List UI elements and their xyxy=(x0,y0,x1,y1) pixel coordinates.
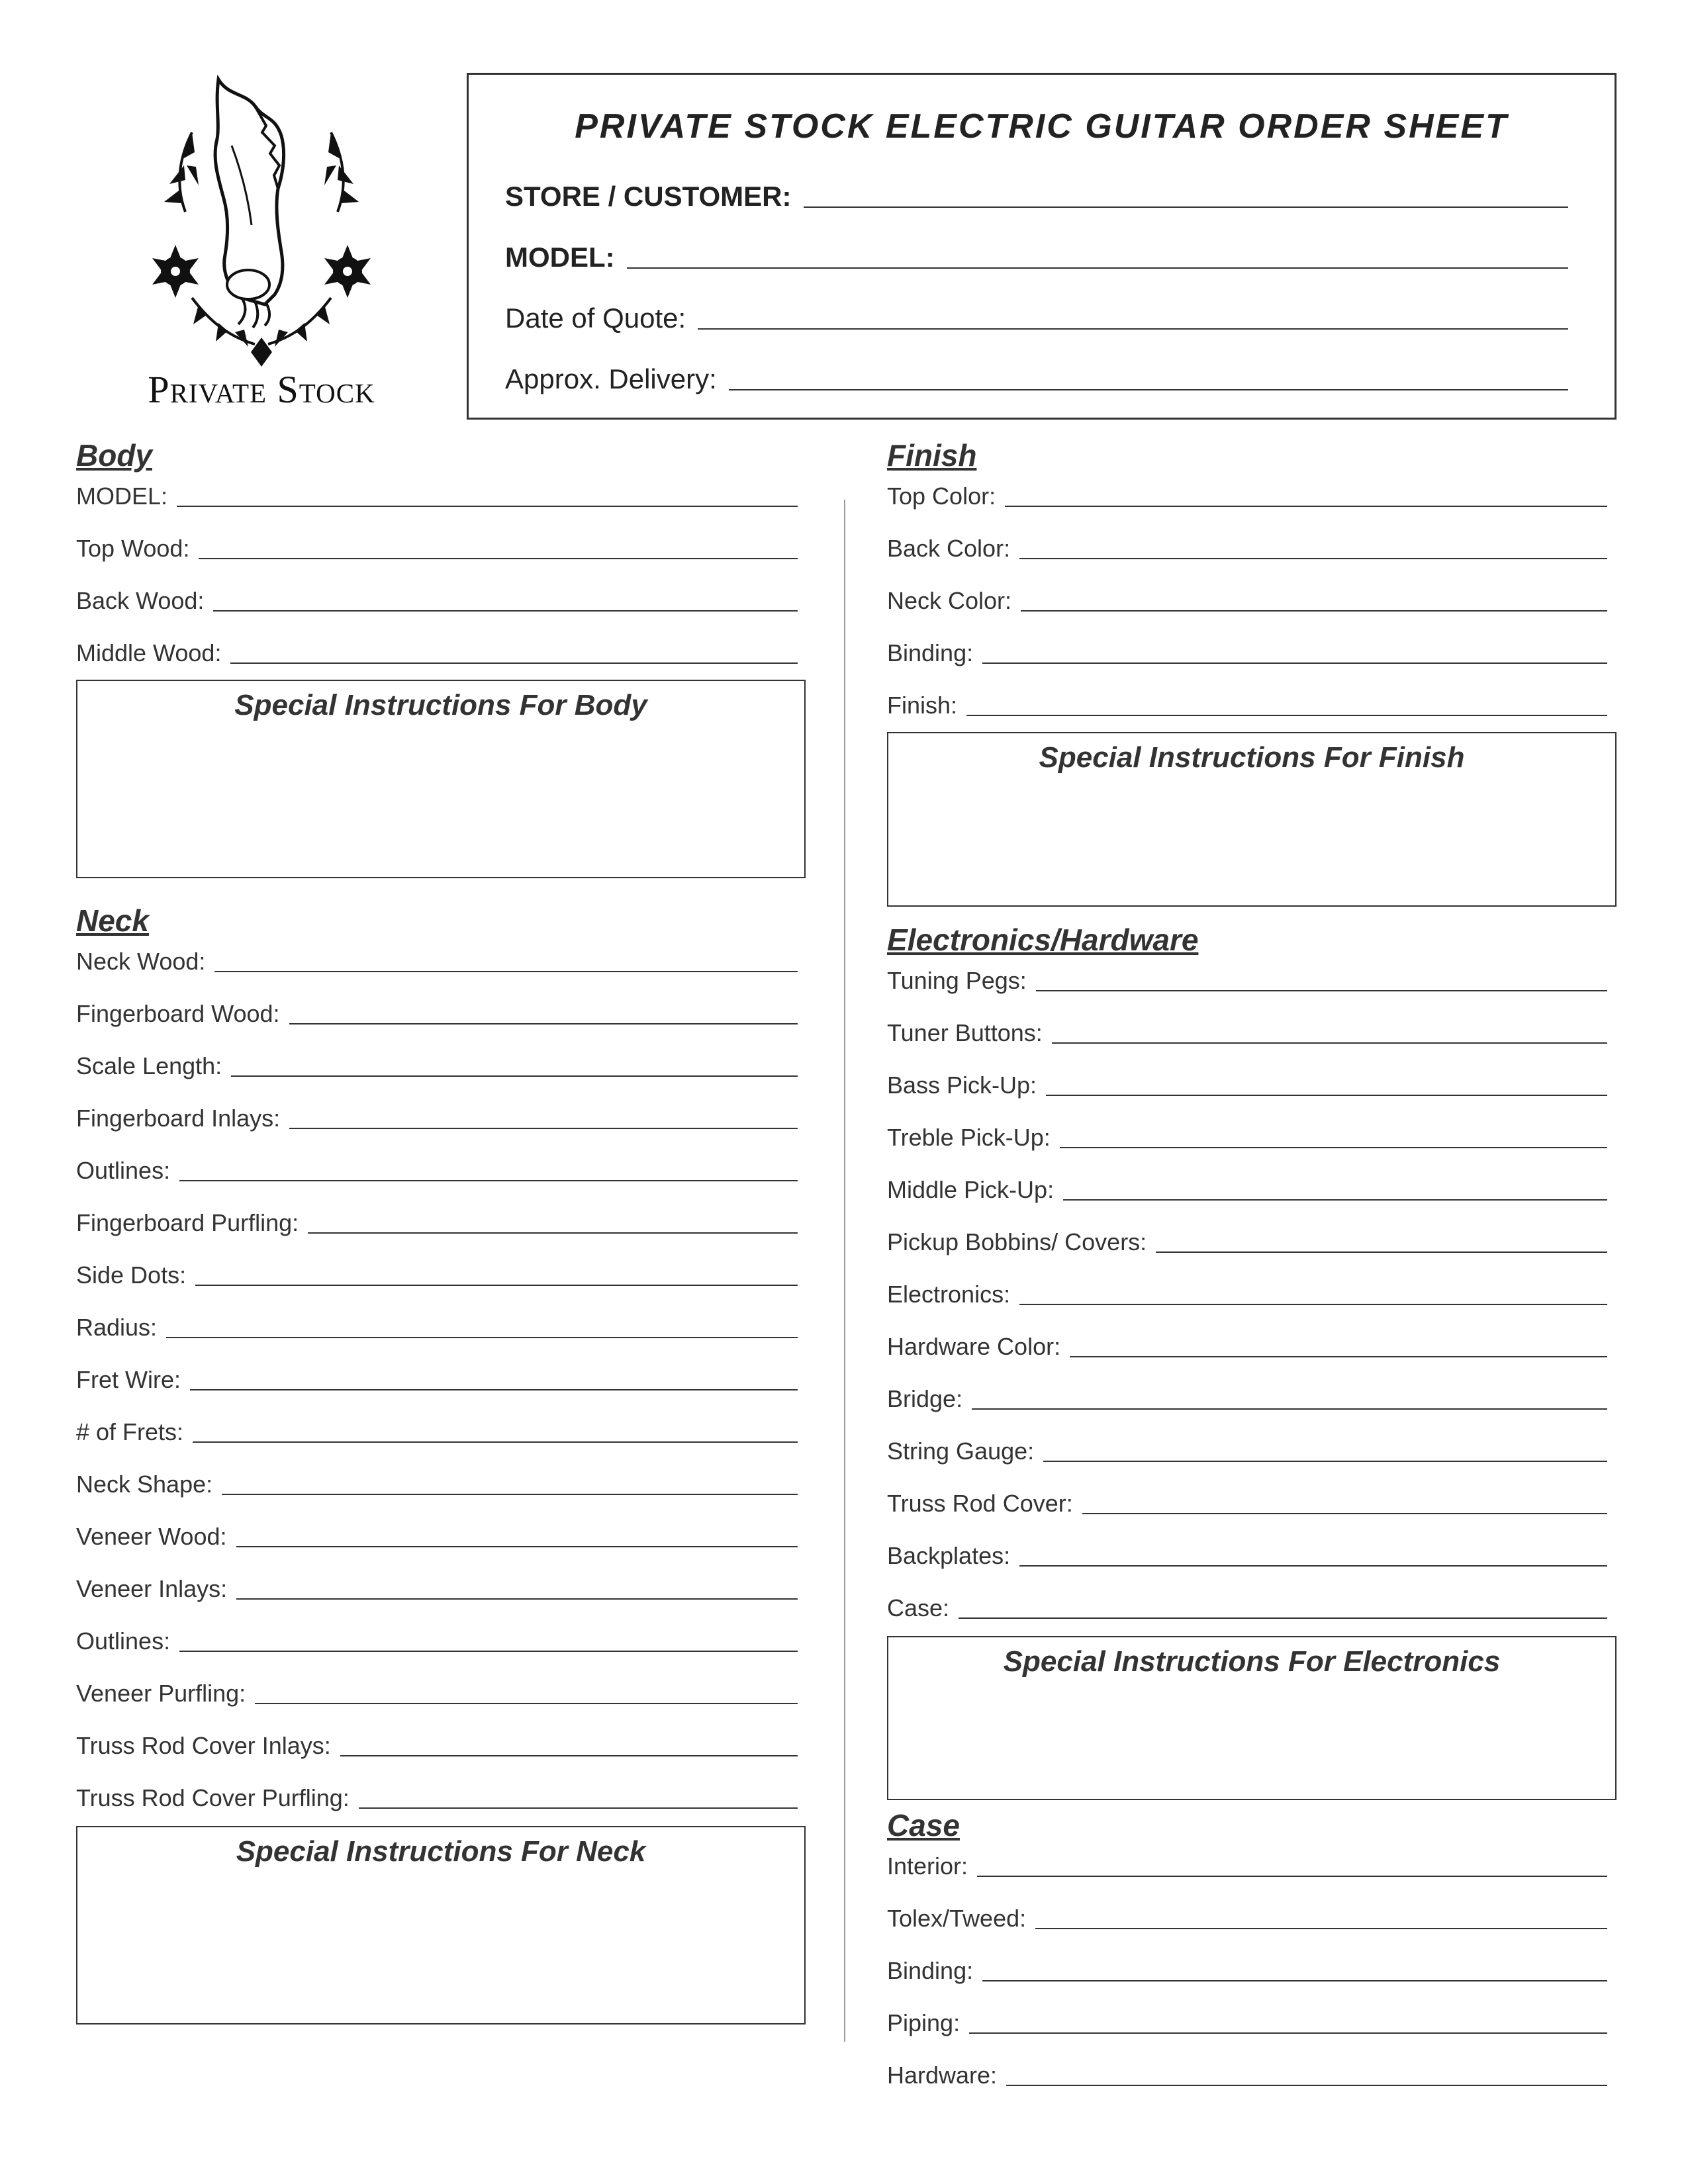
section-title-neck: Neck xyxy=(76,903,149,938)
fill-line[interactable] xyxy=(1019,1304,1607,1305)
instructions-title: Special Instructions For Finish xyxy=(1039,741,1465,774)
fret-wire-field[interactable] xyxy=(76,1345,798,1397)
field-label: MODEL: xyxy=(505,242,615,273)
fill-line[interactable] xyxy=(195,1285,798,1286)
field-label: Middle Wood: xyxy=(76,639,222,666)
outlines-field[interactable] xyxy=(76,1136,798,1188)
field-label: Back Color: xyxy=(887,535,1011,562)
fill-line[interactable] xyxy=(698,328,1568,330)
field-label: Truss Rod Cover: xyxy=(887,1490,1073,1517)
section-title-electronics: Electronics/Hardware xyxy=(887,923,1199,957)
neck-wood-field[interactable] xyxy=(76,939,798,979)
field-label: # of Frets: xyxy=(76,1418,184,1445)
section-title-body: Body xyxy=(76,438,152,473)
fill-line[interactable] xyxy=(214,971,798,972)
field-label: Veneer Purfling: xyxy=(76,1680,246,1707)
field-label: Binding: xyxy=(887,1957,974,1984)
fill-line[interactable] xyxy=(289,1128,798,1129)
fill-line[interactable] xyxy=(190,1389,798,1390)
finish-instructions-box[interactable] xyxy=(887,732,1617,907)
fill-line[interactable] xyxy=(289,1023,798,1024)
neck-color-field[interactable] xyxy=(887,566,1607,618)
middle-pick-up-field[interactable] xyxy=(887,1155,1607,1207)
order-header-box xyxy=(467,73,1617,420)
instructions-title: Special Instructions For Body xyxy=(234,689,647,721)
field-label: Outlines: xyxy=(76,1627,171,1655)
field-label: Approx. Delivery: xyxy=(505,363,717,394)
case-fields xyxy=(887,1844,1615,2093)
fill-line[interactable] xyxy=(1063,1199,1607,1201)
veneer-inlays-field[interactable] xyxy=(76,1554,798,1606)
fill-line[interactable] xyxy=(982,1980,1607,1981)
fill-line[interactable] xyxy=(982,662,1607,664)
fill-line[interactable] xyxy=(1070,1356,1607,1357)
field-label: Outlines: xyxy=(76,1157,171,1184)
hardware-color-field[interactable] xyxy=(887,1312,1607,1364)
field-label: Radius: xyxy=(76,1314,158,1341)
fill-line[interactable] xyxy=(1156,1251,1607,1253)
fill-line[interactable] xyxy=(179,1651,798,1652)
radius-field[interactable] xyxy=(76,1293,798,1345)
piping-field[interactable] xyxy=(887,1988,1607,2040)
finish-field[interactable] xyxy=(887,670,1607,723)
fingerboard-purfling-field[interactable] xyxy=(76,1188,798,1240)
fill-line[interactable] xyxy=(1036,990,1607,991)
top-color-field[interactable] xyxy=(887,474,1607,514)
field-label: Hardware: xyxy=(887,2062,998,2089)
fill-line[interactable] xyxy=(972,1408,1607,1410)
truss-rod-cover-field[interactable] xyxy=(887,1469,1607,1521)
field-label: Fingerboard Purfling: xyxy=(76,1209,299,1236)
field-label: Tuning Pegs: xyxy=(887,967,1027,994)
fill-line[interactable] xyxy=(179,1180,798,1181)
fill-line[interactable] xyxy=(1006,2085,1607,2086)
field-label: Veneer Inlays: xyxy=(76,1575,228,1602)
fill-line[interactable] xyxy=(359,1807,798,1809)
backplates-field[interactable] xyxy=(887,1521,1607,1573)
fill-line[interactable] xyxy=(969,2032,1607,2034)
field-label: Piping: xyxy=(887,2009,961,2036)
field-label: Tuner Buttons: xyxy=(887,1019,1043,1046)
fill-line[interactable] xyxy=(177,506,798,507)
back-wood-field[interactable] xyxy=(76,566,798,618)
fill-line[interactable] xyxy=(236,1546,798,1547)
tuning-pegs-field[interactable] xyxy=(887,958,1607,998)
field-label: STORE / CUSTOMER: xyxy=(505,181,792,212)
field-label: Scale Length: xyxy=(76,1052,222,1079)
fill-line[interactable] xyxy=(213,610,798,612)
field-label: Neck Color: xyxy=(887,587,1012,614)
middle-wood-field[interactable] xyxy=(76,618,798,670)
side-dots-field[interactable] xyxy=(76,1240,798,1293)
fill-line[interactable] xyxy=(627,267,1568,269)
field-label: Bridge: xyxy=(887,1385,963,1412)
case-field[interactable] xyxy=(887,1573,1607,1625)
logo-wordmark: Private Stock xyxy=(148,368,375,411)
eagle-laurel-emblem-icon xyxy=(113,66,410,377)
neck-fields xyxy=(76,939,804,1815)
right-column xyxy=(887,437,1615,2093)
field-label: Truss Rod Cover Inlays: xyxy=(76,1732,331,1759)
field-label: Electronics: xyxy=(887,1281,1011,1308)
binding-field[interactable] xyxy=(887,618,1607,670)
scale-length-field[interactable] xyxy=(76,1031,798,1083)
fill-line[interactable] xyxy=(1043,1461,1607,1462)
model-field[interactable] xyxy=(505,232,1568,271)
field-label: Neck Wood: xyxy=(76,948,206,975)
fingerboard-inlays-field[interactable] xyxy=(76,1083,798,1136)
fill-line[interactable] xyxy=(1082,1513,1607,1514)
bass-pick-up-field[interactable] xyxy=(887,1050,1607,1103)
electronics-fields xyxy=(887,958,1615,1625)
field-label: Truss Rod Cover Purfling: xyxy=(76,1784,350,1811)
fill-line[interactable] xyxy=(966,715,1607,716)
string-gauge-field[interactable] xyxy=(887,1416,1607,1469)
body-instructions-box[interactable] xyxy=(76,680,806,878)
field-label: Interior: xyxy=(887,1852,968,1880)
fill-line[interactable] xyxy=(222,1494,798,1495)
field-label: Backplates: xyxy=(887,1542,1011,1569)
field-label: Top Color: xyxy=(887,482,996,510)
field-label: Middle Pick-Up: xyxy=(887,1176,1055,1203)
field-label: Treble Pick-Up: xyxy=(887,1124,1051,1151)
neck-shape-field[interactable] xyxy=(76,1449,798,1502)
fill-line[interactable] xyxy=(166,1337,798,1338)
field-label: Top Wood: xyxy=(76,535,190,562)
field-label: Side Dots: xyxy=(76,1261,187,1289)
bridge-field[interactable] xyxy=(887,1364,1607,1416)
field-label: Fingerboard Wood: xyxy=(76,1000,280,1027)
fill-line[interactable] xyxy=(1060,1147,1607,1148)
veneer-purfling-field[interactable] xyxy=(76,1659,798,1711)
page-title: PRIVATE STOCK ELECTRIC GUITAR ORDER SHEET xyxy=(575,107,1509,146)
fill-line[interactable] xyxy=(1035,1928,1607,1929)
field-label: Finish: xyxy=(887,692,958,719)
field-label: Tolex/Tweed: xyxy=(887,1905,1027,1932)
top-wood-field[interactable] xyxy=(76,514,798,566)
fingerboard-wood-field[interactable] xyxy=(76,979,798,1031)
field-label: Fret Wire: xyxy=(76,1366,181,1393)
outlines-field[interactable] xyxy=(76,1606,798,1659)
field-label: Date of Quote: xyxy=(505,302,686,334)
field-label: Case: xyxy=(887,1594,950,1621)
field-label: Pickup Bobbins/ Covers: xyxy=(887,1228,1147,1255)
veneer-wood-field[interactable] xyxy=(76,1502,798,1554)
fill-line[interactable] xyxy=(1052,1042,1607,1044)
column-divider xyxy=(844,500,845,2042)
section-title-finish: Finish xyxy=(887,438,977,473)
fill-line[interactable] xyxy=(308,1232,798,1234)
electronics-instructions-box[interactable] xyxy=(887,1636,1617,1800)
back-color-field[interactable] xyxy=(887,514,1607,566)
fill-line[interactable] xyxy=(1021,610,1607,612)
fill-line[interactable] xyxy=(236,1598,798,1600)
electronics-field[interactable] xyxy=(887,1259,1607,1312)
approx-delivery-field[interactable] xyxy=(505,353,1568,393)
truss-rod-cover-purfling-field[interactable] xyxy=(76,1763,798,1815)
pickup-bobbins-covers-field[interactable] xyxy=(887,1207,1607,1259)
treble-pick-up-field[interactable] xyxy=(887,1103,1607,1155)
hardware-field[interactable] xyxy=(887,2040,1607,2093)
tolex-tweed-field[interactable] xyxy=(887,1884,1607,1936)
truss-rod-cover-inlays-field[interactable] xyxy=(76,1711,798,1763)
fill-line[interactable] xyxy=(1005,506,1607,507)
field-label: String Gauge: xyxy=(887,1437,1035,1465)
finish-fields xyxy=(887,474,1615,723)
of-frets-field[interactable] xyxy=(76,1397,798,1449)
fill-line[interactable] xyxy=(230,662,798,664)
tuner-buttons-field[interactable] xyxy=(887,998,1607,1050)
model-field[interactable] xyxy=(76,474,798,514)
instructions-title: Special Instructions For Neck xyxy=(236,1835,646,1868)
private-stock-logo xyxy=(113,66,410,424)
instructions-title: Special Instructions For Electronics xyxy=(1003,1645,1501,1678)
field-label: MODEL: xyxy=(76,482,168,510)
fill-line[interactable] xyxy=(199,558,798,559)
store-customer-field[interactable] xyxy=(505,171,1568,210)
field-label: Back Wood: xyxy=(76,587,205,614)
fill-line[interactable] xyxy=(255,1703,798,1704)
field-label: Binding: xyxy=(887,639,974,666)
field-label: Bass Pick-Up: xyxy=(887,1071,1037,1099)
fill-line[interactable] xyxy=(804,206,1569,208)
binding-field[interactable] xyxy=(887,1936,1607,1988)
field-label: Neck Shape: xyxy=(76,1471,213,1498)
fill-line[interactable] xyxy=(959,1617,1607,1619)
field-label: Hardware Color: xyxy=(887,1333,1061,1360)
left-column xyxy=(76,437,804,2025)
date-of-quote-field[interactable] xyxy=(505,293,1568,332)
fill-line[interactable] xyxy=(340,1755,798,1756)
fill-line[interactable] xyxy=(977,1876,1607,1877)
fill-line[interactable] xyxy=(1046,1095,1607,1096)
fill-line[interactable] xyxy=(193,1441,798,1443)
field-label: Veneer Wood: xyxy=(76,1523,227,1550)
body-fields xyxy=(76,474,804,670)
fill-line[interactable] xyxy=(231,1075,798,1077)
field-label: Fingerboard Inlays: xyxy=(76,1105,281,1132)
neck-instructions-box[interactable] xyxy=(76,1826,806,2025)
section-title-case: Case xyxy=(887,1808,960,1843)
fill-line[interactable] xyxy=(729,389,1568,390)
fill-line[interactable] xyxy=(1019,558,1607,559)
interior-field[interactable] xyxy=(887,1844,1607,1884)
fill-line[interactable] xyxy=(1019,1565,1607,1567)
